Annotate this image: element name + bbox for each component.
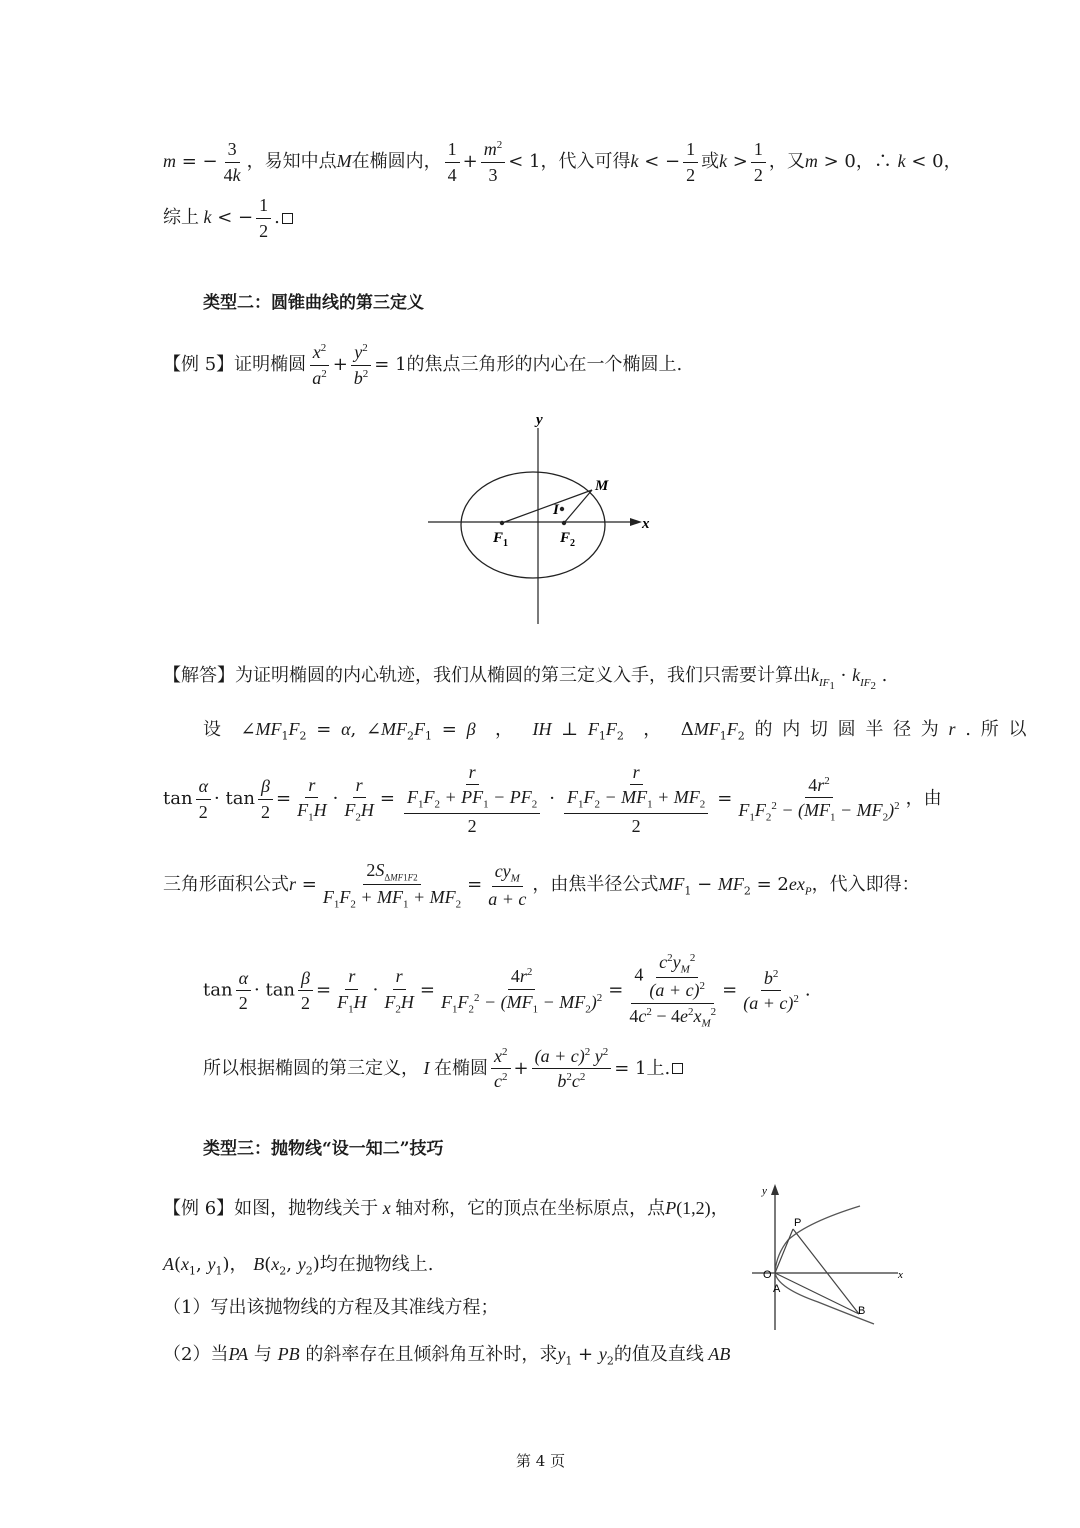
example-6-line-2: $A(x_1$, $y_1$)， $B(x_2$, $y_2$)均在抛物线上. [163, 1254, 434, 1278]
tan-product-formula-1: tan $\frac{\alpha}{2}$ · tan $\frac{\beta}{2}$ = $\frac{r}{F_1H}$ · $\frac{r}{F_2H}$ = $\frac{r}{\frac{F_1F_2 + PF_1 - PF_2}{2}}$ · $\frac{r}{\frac{F_1F_2 - MF_1 + MF_2}{2}}$ = $\frac{4r^2}{F_1F_2^2 - (MF_1 - MF_2)^2}$ ，由 [163, 762, 942, 836]
question-1: （1）写出该抛物线的方程及其准线方程； [163, 1297, 499, 1318]
x-axis-label: x [642, 516, 650, 532]
qed-icon [672, 1063, 683, 1074]
qed-icon [282, 213, 293, 224]
origin-label: O [763, 1269, 772, 1281]
section-heading-type2: 类型二：圆锥曲线的第三定义 [203, 293, 424, 313]
parabola-x-label: x [898, 1269, 903, 1281]
parabola-figure [748, 1180, 908, 1334]
solution-setup: 设 $\angle MF_1F_2 = \alpha$, $\angle MF_2F_1 = \beta$ ， IH ⊥ $F_1F_2$ ， $\Delta MF_1F_2$ 的 内 切 圆 半 径 为 r . 所 以 [203, 719, 1027, 743]
point-A-label: A [773, 1283, 781, 1295]
continuation-line-1: m = − $\frac{3}{4k}$ ，易知中点M在椭圆内， $\frac{1}{4}$ + $\frac{m^2}{3}$ < 1，代入可得k < − $\frac{1}{2}$ 或k > $\frac{1}{2}$ ，又m > 0，∴ k < 0， [163, 139, 962, 185]
solution-intro: 【解答】为证明椭圆的内心轨迹，我们从椭圆的第三定义入手，我们只需要计算出$k_{IF_1} \cdot k_{IF_2}$ . [163, 665, 888, 692]
point-P-label: P [794, 1217, 802, 1229]
tan-product-formula-2: tan $\frac{\alpha}{2}$ · tan $\frac{\beta}{2}$ = $\frac{r}{F_1H}$ · $\frac{r}{F_2H}$ = $\frac{4r^2}{F_1F_2^2 - (MF_1 - MF_2)^2}$ = 4 $\frac{c^2y_M^2}{(a + c)^2}$ $4c^2 - 4e^2x_M^2$ = $\frac{b^2}{(a + c)^2}$ . [203, 952, 811, 1030]
point-F1-label: $F_1$ [493, 530, 509, 549]
y-axis-label: y [536, 412, 543, 428]
point-F2-label: $F_2$ [560, 530, 576, 549]
triangle-area-formula: 三角形面积公式r = $\frac{2S_{\Delta MF1F2}}{F_1F_2 + MF_1 + MF_2}$ = $\frac{cy_M}{a + c}$ ，由焦半径公式$MF_1 - MF_2 = 2ex_P$，代入即得： [163, 860, 920, 911]
page-number: 第 4 页 [516, 1452, 566, 1470]
example-6-line-1: 【例 6】如图，抛物线关于 x 轴对称，它的顶点在坐标原点，点P(1,2)， [163, 1198, 729, 1219]
example-5: 【例 5】证明椭圆 $\frac{x^2}{a^2}$ + $\frac{y^2}{b^2}$ = 1的焦点三角形的内心在一个椭圆上. [163, 342, 683, 388]
conclusion-third-definition: 所以根据椭圆的第三定义， I 在椭圆 $\frac{x^2}{c^2}$ + $\frac{(a + c)^2 y^2}{b^2c^2}$ = 1上. [203, 1044, 683, 1094]
question-2: （2）当PA 与 PB 的斜率存在且倾斜角互补时，求$y_1 + y_2$的值及直线 AB [163, 1344, 731, 1368]
point-M-label: M [595, 478, 609, 494]
parabola-y-label: y [762, 1185, 767, 1197]
point-B-label: B [858, 1305, 866, 1317]
section-heading-type3: 类型三：抛物线“设一知二”技巧 [203, 1139, 444, 1159]
point-I-label: I [553, 502, 559, 518]
conclusion-line-1: 综上 k < − $\frac{1}{2}$ . [163, 192, 293, 243]
ellipse-figure [420, 408, 660, 630]
text: ，易知中点 [246, 151, 337, 172]
